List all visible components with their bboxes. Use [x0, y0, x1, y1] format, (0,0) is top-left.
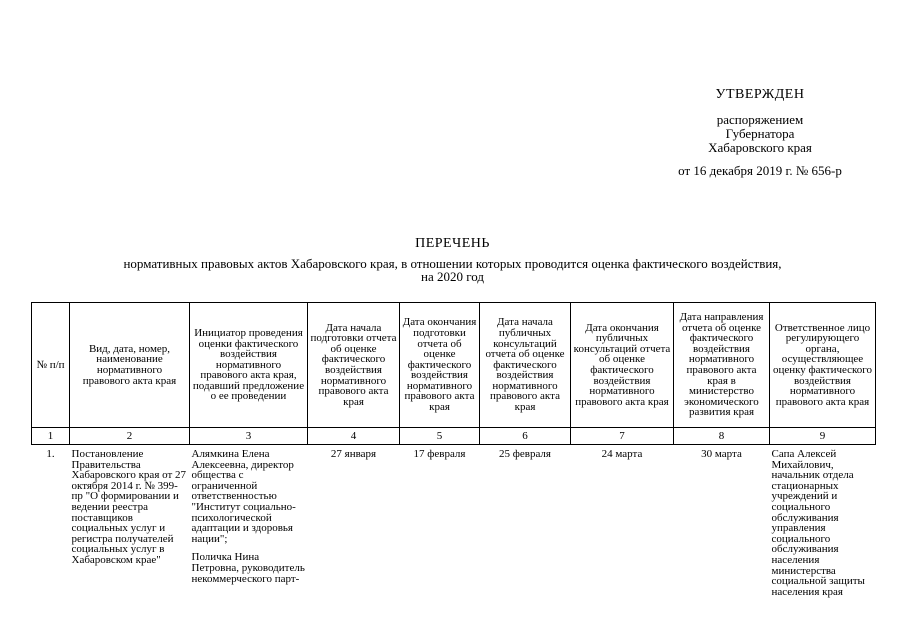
table-header-row [32, 303, 876, 428]
initiator-1: Алямкина Елена Алексеевна, директор общества с ограниченной ответственностью "Институт социально-психологической адаптации и здоровья нации"; [191, 448, 296, 545]
approval-heading: УТВЕРЖДЕН [715, 87, 805, 102]
approval-block [640, 88, 880, 178]
table-row [32, 445, 876, 598]
header-num: № п/п [32, 303, 70, 428]
header-responsible: Ответственное лицо регулирующего органа, осуществляющее оценку фактического воздействия нормативного правового акта края [770, 303, 876, 428]
approval-line-2: Губернатора [725, 126, 795, 141]
approval-line-1: распоряжением [716, 112, 804, 127]
header-send-date: Дата направления отчета об оценке фактического воздействия нормативного правового акта края в министерство экономического развития края [674, 303, 770, 428]
row-responsible: Сапа Алексей Михайлович, начальник отдела стационарных учреждений и социального обслуживания управления социального обслуживания населения министерства социальной защиты населения края [771, 448, 865, 598]
subtitle-line-1: нормативных правовых актов Хабаровского края, в отношении которых проводится оценка фактического воздействия, [123, 256, 782, 271]
row-end-prep: 17 февраля [413, 448, 466, 460]
column-number: 2 [70, 428, 190, 445]
column-number: 3 [190, 428, 308, 445]
acts-table [31, 302, 876, 597]
row-initiator [190, 445, 308, 598]
header-act: Вид, дата, номер, наименование нормативного правового акта края [70, 303, 190, 428]
row-end-consult: 24 марта [601, 448, 643, 460]
header-initiator: Инициатор проведения оценки фактического воздействия нормативного правового акта края, подавший предложение о ее проведении [190, 303, 308, 428]
row-number: 1. [46, 448, 55, 460]
column-number: 4 [308, 428, 400, 445]
column-number: 9 [770, 428, 876, 445]
approval-line-3: Хабаровского края [708, 140, 812, 155]
header-end-prep: Дата окончания подготовки отчета об оценке фактического воздействия нормативного правового акта края [400, 303, 480, 428]
document-title: ПЕРЕЧЕНЬ [415, 236, 490, 251]
column-number: 8 [674, 428, 770, 445]
row-start-consult: 25 февраля [499, 448, 551, 460]
header-start-consult: Дата начала публичных консультаций отчета об оценке фактического воздействия нормативного правового акта края [480, 303, 571, 428]
row-send-date: 30 марта [701, 448, 742, 460]
document-subtitle [30, 257, 875, 283]
column-number: 5 [400, 428, 480, 445]
column-numbers-row [32, 428, 876, 445]
initiator-2: Поличка Нина Петровна, руководитель некоммерческого парт- [191, 551, 305, 585]
column-number: 1 [32, 428, 70, 445]
column-number: 6 [480, 428, 571, 445]
column-number: 7 [571, 428, 674, 445]
approval-date: от 16 декабря 2019 г. № 656-р [678, 163, 842, 178]
subtitle-line-2: на 2020 год [421, 269, 484, 284]
row-act: Постановление Правительства Хабаровского края от 27 октября 2014 г. № 399-пр "О формировании и ведении реестра поставщиков социальных услуг и регистра получателей социальных услуг в Хабаровском крае" [71, 448, 187, 566]
header-end-consult: Дата окончания публичных консультаций отчета об оценке фактического воздействия нормативного правового акта края [571, 303, 674, 428]
header-start-prep: Дата начала подготовки отчета об оценке фактического воздействия нормативного правового акта края [308, 303, 400, 428]
row-start-prep: 27 января [330, 448, 377, 460]
